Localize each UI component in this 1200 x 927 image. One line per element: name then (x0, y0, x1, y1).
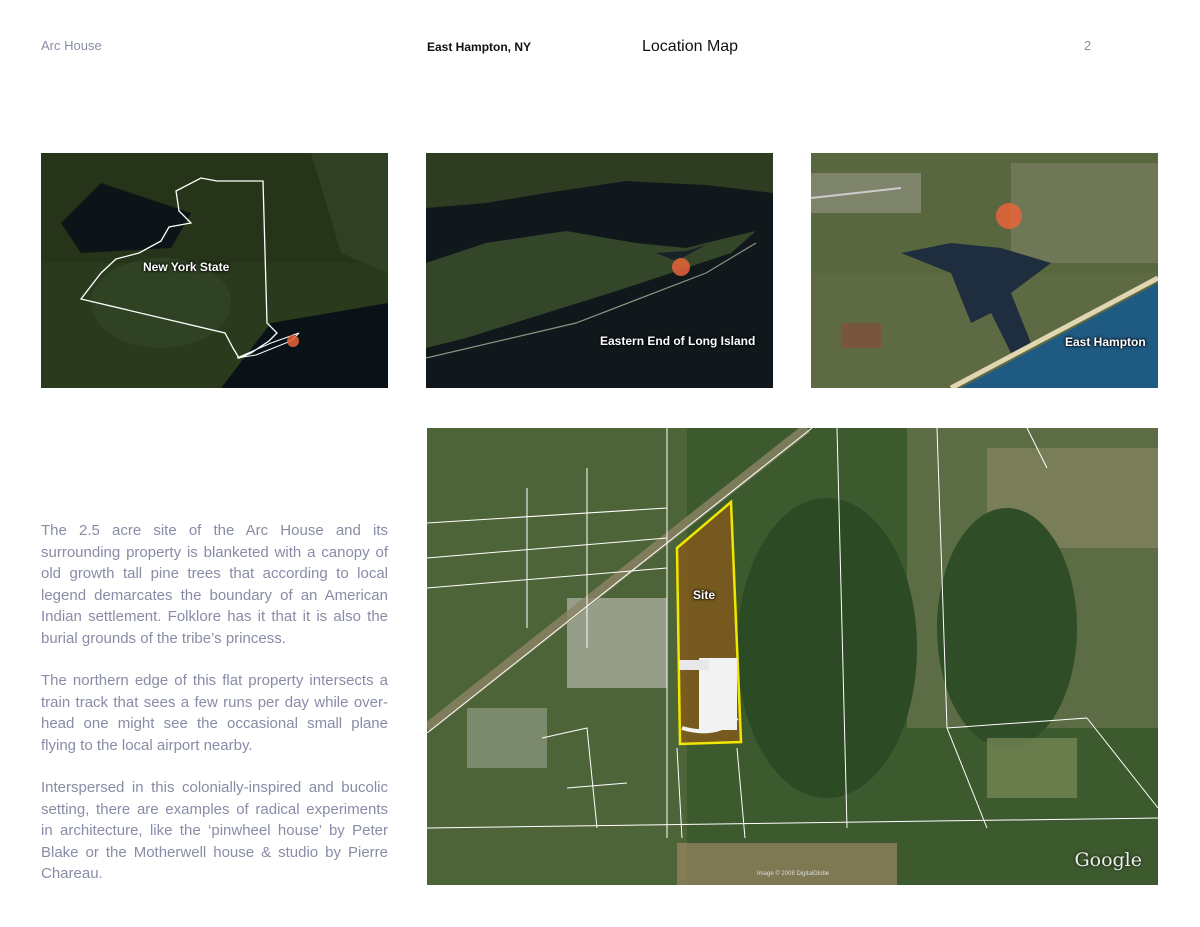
eh-map-label: East Hampton (1065, 335, 1146, 349)
east-hampton-map (811, 153, 1158, 388)
long-island-satellite-image (426, 153, 773, 388)
page-number: 2 (1084, 38, 1092, 53)
project-location: East Hampton, NY (427, 40, 532, 54)
google-logo: Google (1074, 849, 1142, 871)
paragraph: Interspersed in this colonially-inspired and bucolic setting, there are examples of radical experiments in architecture, like the ‘pinwheel house’ by Peter Blake or the Motherwell house & studio by Pierre Chareau. (41, 779, 388, 882)
site-satellite-image (427, 428, 1158, 885)
site-aerial-map (427, 428, 1158, 885)
ny-map-label: New York State (143, 260, 230, 274)
location-marker-icon (287, 335, 299, 347)
site-description (41, 520, 388, 906)
east-hampton-satellite-image (811, 153, 1158, 388)
long-island-map (426, 153, 773, 388)
li-map-label: Eastern End of Long Island (600, 334, 756, 348)
location-marker-icon (672, 258, 690, 276)
new-york-state-map (41, 153, 388, 388)
paragraph: The northern edge of this flat property intersects a train track that sees a few runs per day while over-head one might see the occasional small plane flying to the local airport nearby. (41, 672, 388, 754)
project-name: Arc House (41, 38, 102, 53)
imagery-attribution: Image © 2008 DigitalGlobe (757, 871, 830, 877)
page-title: Location Map (642, 38, 739, 55)
site-label: Site (693, 588, 716, 602)
location-marker-icon (996, 203, 1022, 229)
paragraph: The 2.5 acre site of the Arc House and its surrounding property is blanketed with a canopy of old growth tall pine trees that according to local legend demarcates the boundary of an American Indian settlement. Folklore has it that it is also the burial grounds of the tribe’s princess. (41, 522, 388, 647)
